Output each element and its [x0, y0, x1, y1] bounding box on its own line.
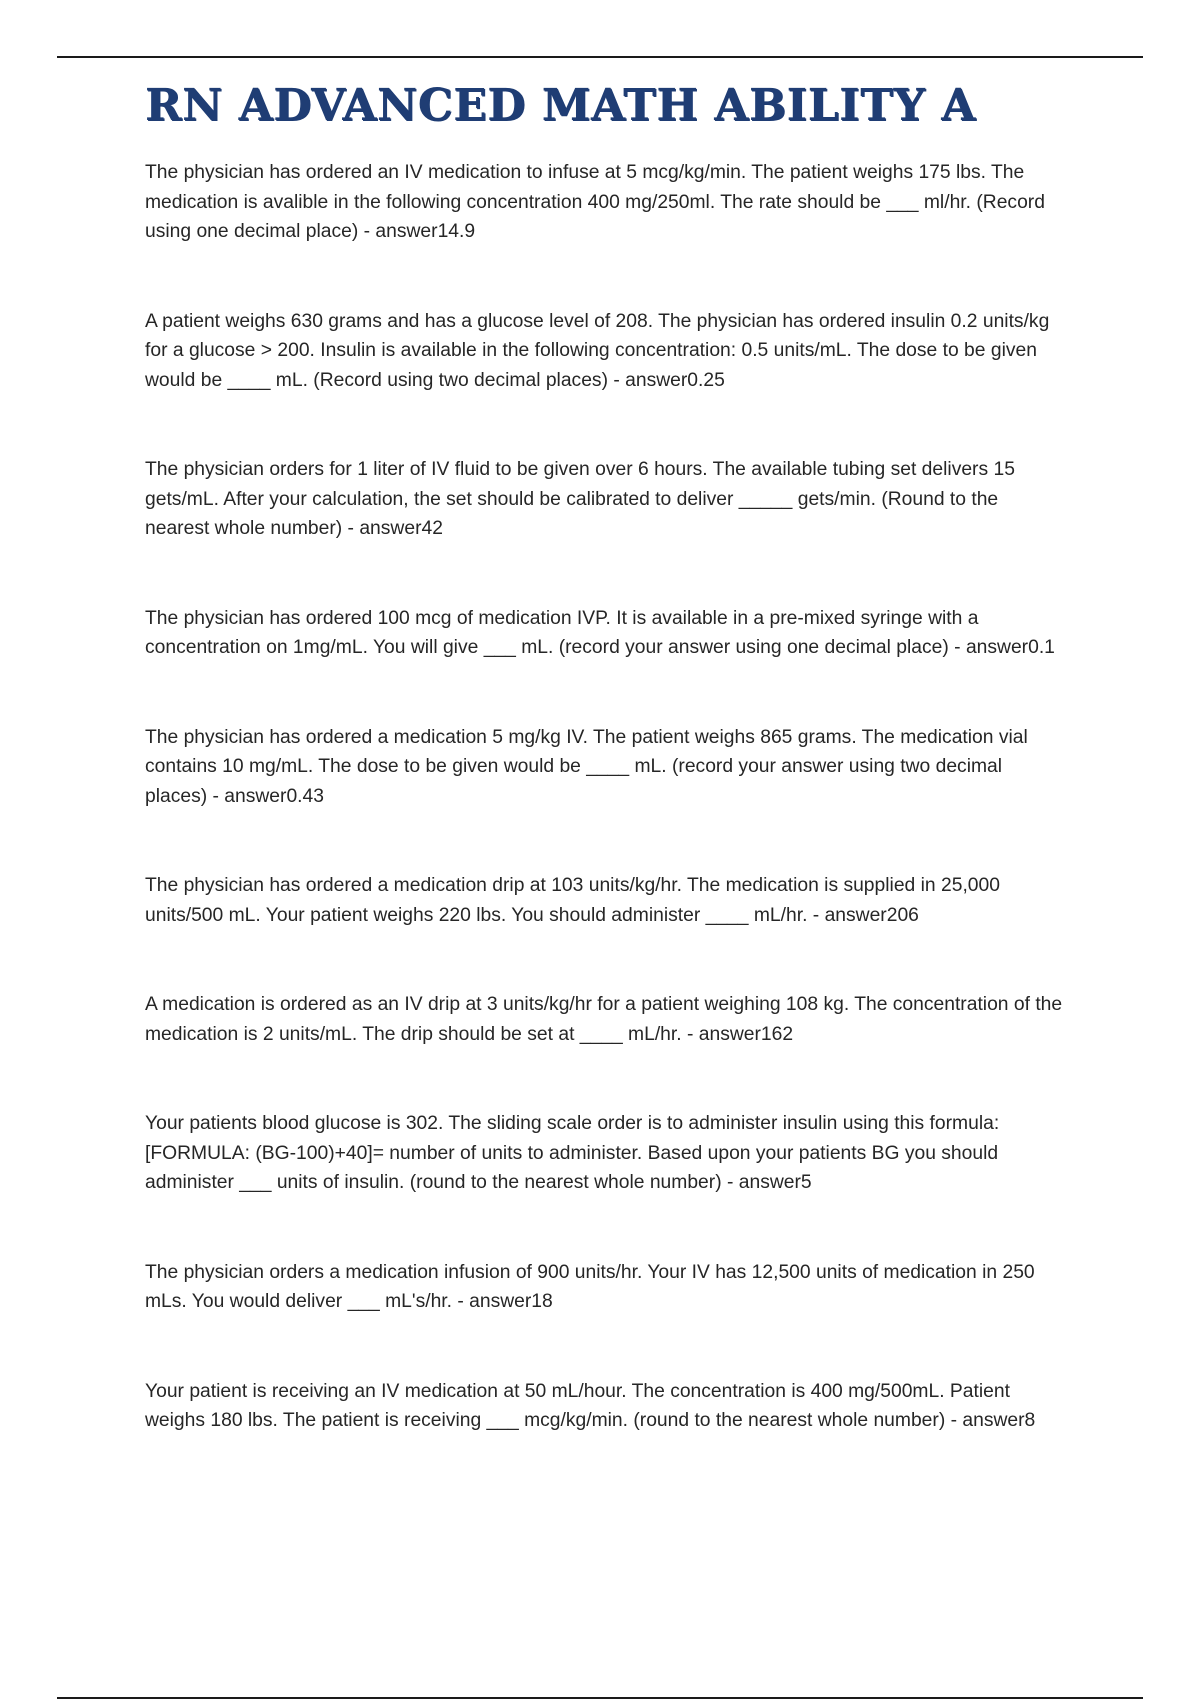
- question-item: A medication is ordered as an IV drip at 3 units/kg/hr for a patient weighing 108 kg. The concentration of the medication is 2 units/mL. The drip should be set at ____ mL/hr. - answer162: [145, 994, 1063, 1045]
- question-item: The physician has ordered 100 mcg of medication IVP. It is available in a pre-mixed syringe with a concentration on 1mg/mL. You will give ___ mL. (record your answer using one decimal place) - answer0.1: [145, 607, 1055, 658]
- question-item: The physician orders for 1 liter of IV fluid to be given over 6 hours. The available tubing set delivers 15 gets/mL. After your calculation, the set should be calibrated to deliver _____ gets/min. (Round to the nearest whole number) - answer42: [145, 459, 1015, 539]
- question-item: The physician orders a medication infusion of 900 units/hr. Your IV has 12,500 units of medication in 250 mLs. You would deliver ___ mL's/hr. - answer18: [145, 1261, 1035, 1312]
- question-item: A patient weighs 630 grams and has a glucose level of 208. The physician has ordered insulin 0.2 units/kg for a glucose > 200. Insulin is available in the following concentration: 0.5 units/mL. The dose to be given would be ____ mL. (Record using two decimal places) - answer0.25: [145, 310, 1050, 391]
- question-item: Your patient is receiving an IV medication at 50 mL/hour. The concentration is 400 mg/500mL. Patient weighs 180 lbs. The patient is receiving ___ mcg/kg/min. (round to the nearest whole number) - answer8: [145, 1380, 1036, 1431]
- question-item: The physician has ordered a medication 5 mg/kg IV. The patient weighs 865 grams. The medication vial contains 10 mg/mL. The dose to be given would be ____ mL. (record your answer using two decimal places) - answer0.43: [145, 726, 1028, 807]
- question-item: Your patients blood glucose is 302. The sliding scale order is to administer insulin using this formula: [FORMULA: (BG-100)+40]= number of units to administer. Based upon your patients BG you should administer ___ units of insulin. (round to the nearest whole number) - answer5: [145, 1113, 1000, 1193]
- question-item: The physician has ordered an IV medication to infuse at 5 mcg/kg/min. The patient weighs 175 lbs. The medication is avalible in the following concentration 400 mg/250ml. The rate should be ___ ml/hr. (Record using one decimal place) - answer14.9: [145, 162, 1045, 242]
- page-title: RN ADVANCED MATH ABILITY A: [145, 80, 976, 131]
- question-item: The physician has ordered a medication drip at 103 units/kg/hr. The medication is supplied in 25,000 units/500 mL. Your patient weighs 220 lbs. You should administer ____ mL/hr. - answer206: [145, 875, 1000, 926]
- top-divider: [57, 56, 1143, 58]
- bottom-divider: [57, 1697, 1143, 1699]
- question-list: [145, 158, 1065, 1436]
